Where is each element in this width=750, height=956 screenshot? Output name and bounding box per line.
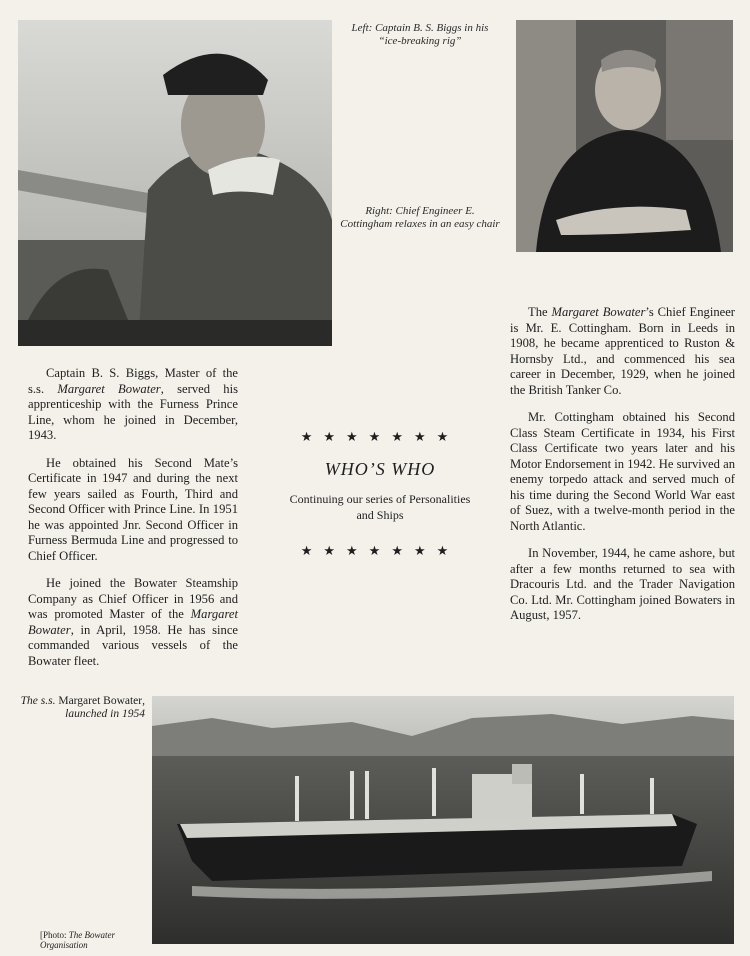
ship-photo-caption: The s.s. Margaret Bowater, launched in 1954 — [20, 695, 145, 720]
left-photo-caption: Left: Captain B. S. Biggs in his “ice-breaking rig” — [351, 22, 489, 47]
biggs-paragraph-1: Captain B. S. Biggs, Master of the s.s. Margaret Bowater, served his apprenticeship with the Furness Prince Line, whom he joined in December, 1943. — [28, 366, 238, 442]
stars-bottom: ★★★★★★★ — [300, 544, 460, 559]
right-photo-caption: Right: Chief Engineer E. Cottingham relaxes in an easy chair — [340, 205, 500, 230]
feature-subtitle: Continuing our series of Personalities and Ships — [289, 492, 471, 522]
chief-engineer-cottingham-photo — [516, 20, 733, 252]
captain-biggs-photo — [18, 20, 332, 346]
cottingham-paragraph-2: Mr. Cottingham obtained his Second Class Steam Certificate in 1934, his First Class Certificate two years later and his Motor Endorsement in 1942. He survived an enemy torpedo attack and served much of his time during the Second World War east of Suez, with a twelve-month period in the North Atlantic. — [510, 410, 735, 533]
biggs-paragraph-2: He obtained his Second Mate’s Certificate in 1947 and during the next few years sailed as Fourth, Third and Second Officer with Prince Line. In 1951 he was appointed Jnr. Second Officer in Furness Bermuda Line and progressed to Chief Officer. — [28, 455, 238, 563]
cottingham-paragraph-3: In November, 1944, he came ashore, but after a few months returned to sea with Dracouris Ltd. and the Trader Navigation Co. Ltd. Mr. Cottingham joined Bowaters in August, 1957. — [510, 546, 735, 622]
stars-top: ★★★★★★★ — [300, 430, 460, 445]
biggs-paragraph-3: He joined the Bowater Steamship Company as Chief Officer in 1956 and was promoted Master of the Margaret Bowater, in April, 1958. He has since commanded various vessels of the Bowater fleet. — [28, 576, 238, 668]
cottingham-biography — [510, 305, 735, 636]
cottingham-paragraph-1: The Margaret Bowater’s Chief Engineer is Mr. E. Cottingham. Born in Leeds in 1908, he became apprenticed to Ruston & Hornsby Ltd., and commenced his sea career in December, 1929, when he joined the British Tanker Co. — [510, 305, 735, 397]
feature-title: WHO’S WHO — [324, 459, 436, 479]
ship-margaret-bowater-photo — [152, 696, 734, 944]
photo-credit: [Photo: The Bowater Organisation — [40, 930, 116, 950]
biggs-biography — [28, 366, 238, 681]
